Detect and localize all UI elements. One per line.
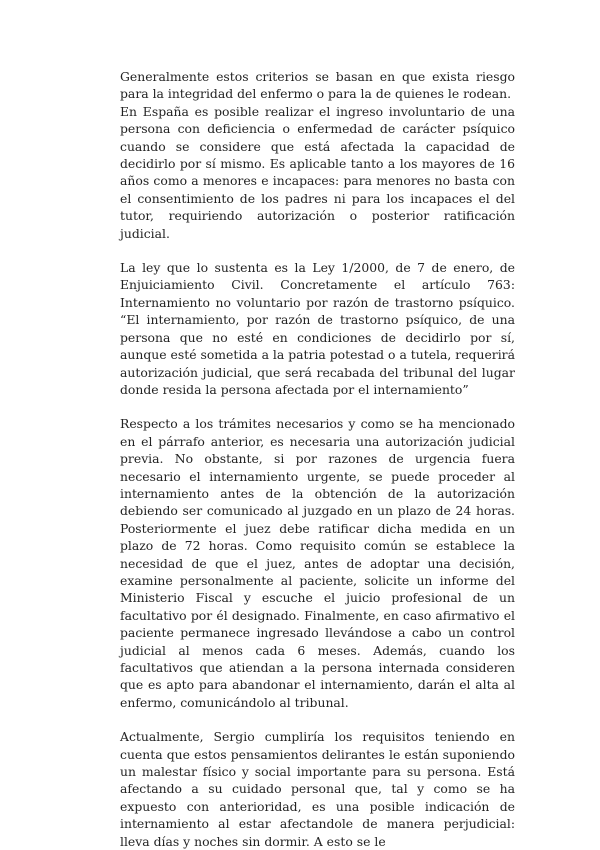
paragraph-risk-criteria: Generalmente estos criterios se basan en que exista riesgo para la integridad del enfermo o para la de quienes le rodean. [120,69,515,102]
paragraph-spacer [120,242,515,259]
document-body [120,68,515,850]
paragraph-involuntary-admission: En España es posible realizar el ingreso involuntario de una persona con deficiencia o enfermedad de carácter psíquico cuando se considere que está afectada la capacidad de decidirlo por sí mismo. Es aplicable tanto a los mayores de 16 años como a menores e incapaces: para menores no basta con el consentimiento de los padres ni para los incapaces el del tutor, requiriendo autorización o posterior ratificación judicial. [120,103,515,241]
paragraph-legal-basis: La ley que lo sustenta es la Ley 1/2000, de 7 de enero, de Enjuiciamiento Civil. Concretamente el artículo 763: Internamiento no voluntario por razón de trastorno psíquico. “El internamiento, por razón de trastorno psíquico, de una persona que no esté en condiciones de decidirlo por sí, aunque esté sometida a la patria potestad o a tutela, requerirá autorización judicial, que será recabada del tribunal del lugar donde resida la persona afectada por el internamiento” [120,260,515,397]
paragraph-spacer [120,711,515,728]
paragraph-sergio-case: Actualmente, Sergio cumpliría los requisitos teniendo en cuenta que estos pensamientos delirantes le están suponiendo un malestar físico y social importante para su persona. Está afectando a su cuidado personal que, tal y como se ha expuesto con anterioridad, es una posible indicación de internamiento al estar afectandole de manera perjudicial: lleva días y noches sin dormir. A esto se le [120,729,515,849]
paragraph-spacer [120,398,515,415]
paragraph-procedures: Respecto a los trámites necesarios y como se ha mencionado en el párrafo anterior, es necesaria una autorización judicial previa. No obstante, si por razones de urgencia fuera necesario el internamiento urgente, se puede proceder al internamiento antes de la obtención de la autorización debiendo ser comunicado al juzgado en un plazo de 24 horas. Posteriormente el juez debe ratificar dicha medida en un plazo de 72 horas. Como requisito común se establece la necesidad de que el juez, antes de adoptar una decisión, examine personalmente al paciente, solicite un informe del Ministerio Fiscal y escuche el juicio profesional de un facultativo por él designado. Finalmente, en caso afirmativo el paciente permanece ingresado llevándose a cabo un control judicial al menos cada 6 meses. Además, cuando los facultativos que atiendan a la persona internada consideren que es apto para abandonar el internamiento, darán el alta al enfermo, comunicándolo al tribunal. [120,416,515,710]
